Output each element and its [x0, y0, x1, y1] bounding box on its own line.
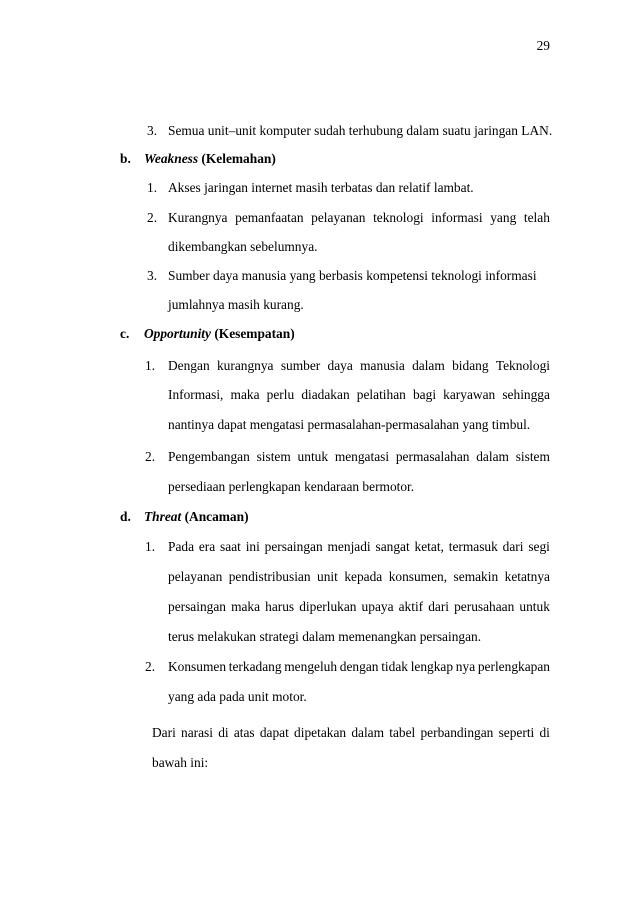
word: Teknologi [495, 358, 550, 373]
word: ini [245, 539, 260, 554]
list-item-text: Semua unit–unit komputer sudah terhubung dalam suatu jaringan LAN. [168, 123, 553, 138]
word: menjadi [327, 539, 371, 554]
list-number: 1. [145, 358, 156, 373]
word: unit [317, 569, 338, 584]
word: dalam [351, 725, 385, 740]
word: bagi [412, 387, 437, 402]
word: di [218, 725, 229, 740]
word: Informasi, [168, 387, 224, 402]
word: terkadang [228, 659, 282, 674]
word: di [539, 725, 550, 740]
list-item-text: Sumber daya manusia yang berbasis kompetensi teknologi informasi [168, 268, 537, 283]
word: aktif [398, 599, 424, 614]
word: harus [265, 599, 295, 614]
word: era [198, 539, 216, 554]
word: Konsumen [168, 659, 227, 674]
list-number: 3. [147, 123, 158, 138]
list-item-line [168, 599, 550, 615]
word: konsumen, [388, 569, 448, 584]
word: Dengan [168, 358, 210, 373]
word: ketat, [414, 539, 444, 554]
word: perlu [266, 387, 295, 402]
list-item-text: jumlahnya masih kurang. [168, 297, 304, 312]
list-item-line [168, 569, 550, 585]
word: ketatnya [504, 569, 550, 584]
word: persaingan [168, 599, 227, 614]
word: lengkap [410, 659, 454, 674]
section-term-translation: (Ancaman) [184, 509, 249, 524]
section-letter: b. [120, 151, 131, 166]
word: bidang [452, 358, 489, 373]
word: upaya [361, 599, 394, 614]
word: daya [327, 358, 353, 373]
list-item-text: persediaan perlengkapan kendaraan bermotor. [168, 479, 415, 494]
list-number: 2. [145, 449, 156, 464]
list-item-line [168, 387, 550, 403]
word: persaingan [264, 539, 323, 554]
word: manusia [360, 358, 405, 373]
list-item-line [168, 210, 550, 226]
section-term: Opportunity [144, 326, 211, 341]
word: dari [502, 539, 524, 554]
word: Kurangnya [168, 210, 228, 225]
word: sangat [375, 539, 410, 554]
word: saat [220, 539, 241, 554]
section-heading [144, 509, 249, 525]
word: mengatasi [334, 449, 390, 464]
section-letter: c. [120, 326, 130, 341]
list-item-line [168, 358, 550, 374]
word: dalam [412, 358, 445, 373]
word: teknologi [373, 210, 424, 225]
word: sistem [515, 449, 550, 464]
page-number: 29 [536, 38, 550, 53]
section-heading [144, 326, 295, 342]
list-number: 1. [147, 180, 158, 195]
word: pemanfaatan [235, 210, 304, 225]
word: yang [490, 210, 517, 225]
section-letter: d. [120, 509, 131, 524]
word: Pada [168, 539, 195, 554]
word: permasalahan [395, 449, 470, 464]
word: kepada [344, 569, 383, 584]
word: maka [231, 599, 261, 614]
word: pelayanan [168, 569, 223, 584]
paragraph-line [152, 725, 550, 741]
word: diadakan [301, 387, 350, 402]
word: telah [523, 210, 550, 225]
word: perlengkapan [477, 659, 550, 674]
word: segi [528, 539, 550, 554]
word: untuk [519, 599, 550, 614]
word: seperti [498, 725, 535, 740]
word: mengeluh [284, 659, 338, 674]
word: dipetakan [294, 725, 347, 740]
word: narasi [181, 725, 213, 740]
word: pendistribusian [228, 569, 311, 584]
section-term-translation: (Kesempatan) [214, 326, 295, 341]
list-item-line [168, 659, 550, 675]
word: karyawan [443, 387, 496, 402]
list-item-text: yang ada pada unit motor. [168, 689, 307, 704]
word: semakin [453, 569, 499, 584]
list-item-line [168, 449, 550, 465]
word: tabel [389, 725, 416, 740]
word: maka [230, 387, 260, 402]
word: nya [455, 659, 476, 674]
word: Pengembangan [168, 449, 250, 464]
section-term: Weakness [144, 151, 199, 166]
word: kurangnya [216, 358, 274, 373]
list-item-text: dikembangkan sebelumnya. [168, 239, 318, 254]
list-item-line [168, 539, 550, 555]
list-item-text: terus melakukan strategi dalam memenangkan persaingan. [168, 629, 482, 644]
word: sehingga [502, 387, 550, 402]
list-number: 2. [145, 659, 156, 674]
word: Dari [152, 725, 176, 740]
word: pelatihan [356, 387, 406, 402]
word: termasuk [448, 539, 498, 554]
word: tidak [381, 659, 408, 674]
list-number: 3. [147, 268, 158, 283]
section-heading [144, 151, 276, 167]
list-number: 1. [145, 539, 156, 554]
list-item-text: nantinya dapat mengatasi permasalahan-permasalahan yang timbul. [168, 417, 531, 432]
word: pelayanan [311, 210, 366, 225]
word: untuk [297, 449, 329, 464]
section-term-translation: (Kelemahan) [201, 151, 276, 166]
word: dapat [259, 725, 289, 740]
word: sistem [256, 449, 291, 464]
word: sumber [280, 358, 321, 373]
list-item-text: Akses jaringan internet masih terbatas dan relatif lambat. [168, 180, 474, 195]
word: atas [233, 725, 255, 740]
word: dengan [339, 659, 379, 674]
list-number: 2. [147, 210, 158, 225]
word: perusahaan [454, 599, 515, 614]
word: informasi [431, 210, 483, 225]
word: perbandingan [420, 725, 494, 740]
paragraph-line: bawah ini: [152, 755, 209, 770]
word: dari [428, 599, 450, 614]
word: diperlukan [299, 599, 357, 614]
word: dalam [476, 449, 509, 464]
section-term: Threat [144, 509, 182, 524]
